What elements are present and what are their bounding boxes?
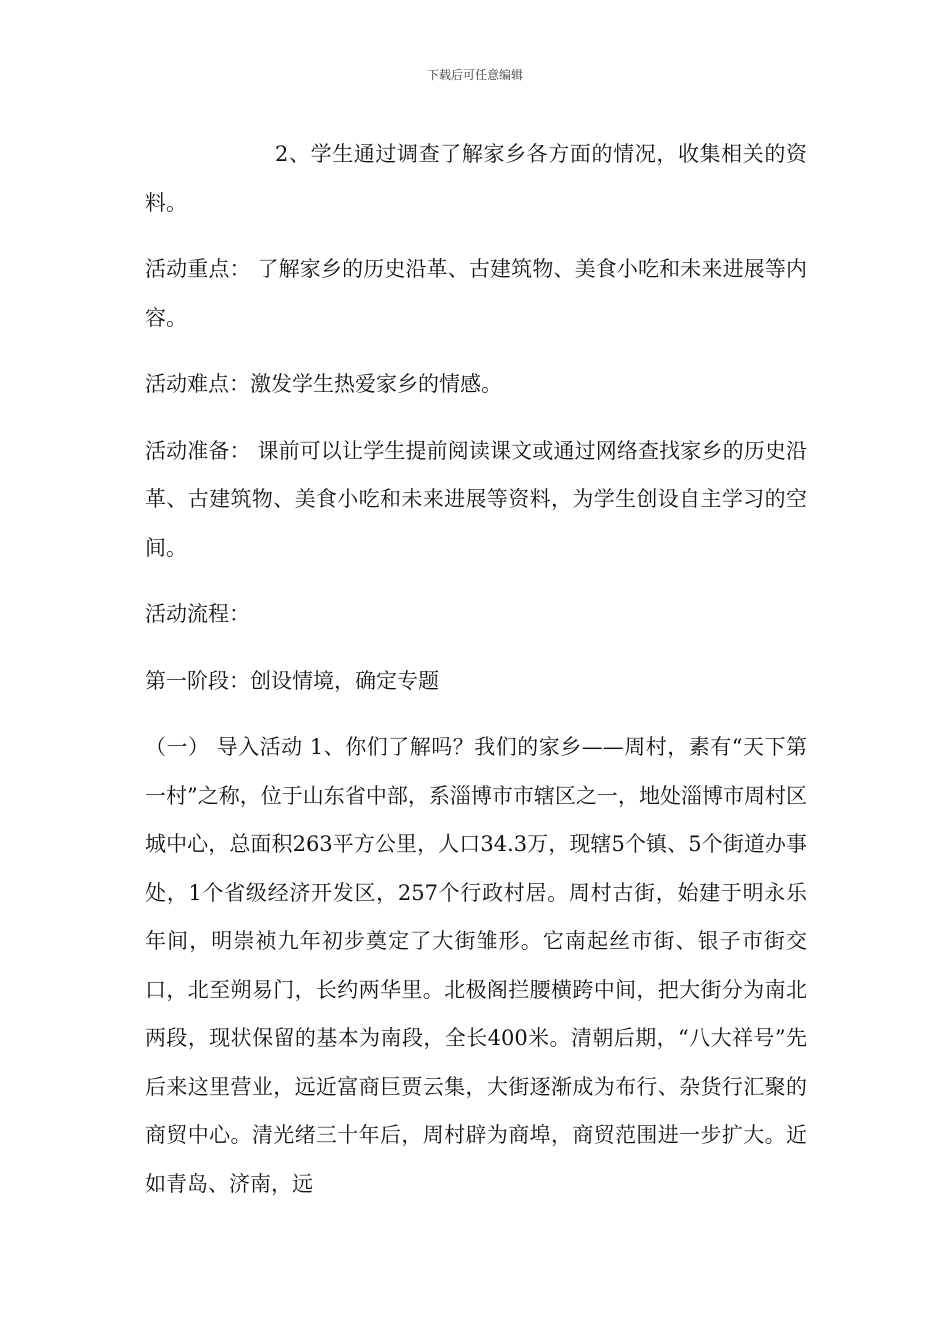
page-header-note: 下载后可任意编辑 — [426, 68, 523, 82]
paragraph-stage-one-heading: 第一阶段：创设情境，确定专题 — [145, 668, 439, 693]
document-body — [145, 130, 807, 1208]
paragraph-intro-activity: （一） 导入活动 1、你们了解吗？我们的家乡——周村，素有“天下第一村”之称，位于山东省中部，系淄博市市辖区之一，地处淄博市周村区城中心，总面积263平方公里，人口34.3万，现辖5个镇、5个街道办事处，1个省级经济开发区，257个行政村居。周村古街，始建于明永乐年间，明崇祯九年初步奠定了大街雏形。它南起丝市街、银子市街交口，北至朔易门，长约两华里。北极阁拦腰横跨中间，把大街分为南北两段，现状保留的基本为南段，全长400米。清朝后期，“八大祥号”先后来这里营业，远近富商巨贾云集，大街逐渐成为布行、杂货行汇聚的商贸中心。清光绪三十年后，周村辟为商埠，商贸范围进一步扩大。近如青岛、济南，远 — [145, 735, 807, 1196]
paragraph-key-points: 活动重点： 了解家乡的历史沿革、古建筑物、美食小吃和未来进展等内容。 — [145, 257, 807, 330]
paragraph-difficulties: 活动难点：激发学生热爱家乡的情感。 — [145, 372, 502, 396]
paragraph-process-heading: 活动流程： — [145, 602, 250, 626]
paragraph-preparation: 活动准备： 课前可以让学生提前阅读课文或通过网络查找家乡的历史沿革、古建筑物、美食小吃和未来进展等资料，为学生创设自主学习的空间。 — [145, 438, 807, 560]
paragraph-objective-2: 2、学生通过调查了解家乡各方面的情况，收集相关的资料。 — [145, 142, 807, 215]
